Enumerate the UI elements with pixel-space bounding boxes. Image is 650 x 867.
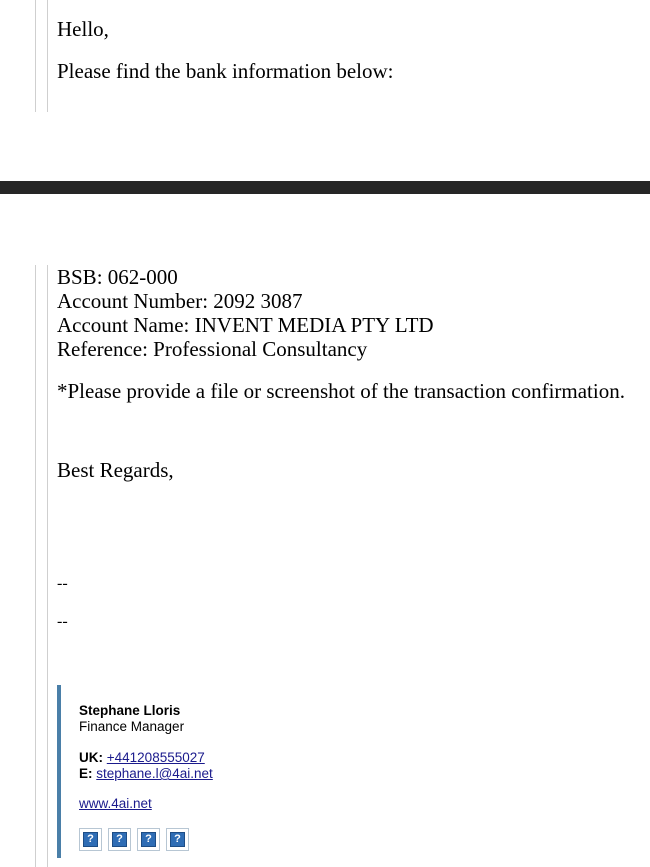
social-icons-row [79, 828, 189, 851]
signature-name-text: Stephane Lloris [79, 703, 181, 718]
signature-website-row [79, 796, 152, 812]
greeting-text: Hello, [57, 17, 109, 41]
phone-label: UK: [79, 750, 103, 765]
broken-image-icon[interactable] [137, 828, 160, 851]
separator-dash-1: -- [57, 575, 68, 592]
website-link[interactable]: www.4ai.net [79, 796, 152, 811]
quote-rule-outer-bottom [35, 265, 36, 867]
signature-phone-row [79, 750, 205, 766]
reference-line: Reference: Professional Consultancy [57, 337, 368, 361]
quote-rule-inner-bottom [47, 265, 48, 867]
signature-email-row [79, 766, 213, 782]
account-name-line: Account Name: INVENT MEDIA PTY LTD [57, 313, 434, 337]
account-number-line: Account Number: 2092 3087 [57, 289, 303, 313]
question-mark-icon: ? [112, 832, 127, 847]
email-link[interactable]: stephane.l@4ai.net [96, 766, 213, 781]
signature-title: Finance Manager [79, 719, 185, 734]
question-mark-icon: ? [83, 832, 98, 847]
signature-name [79, 703, 180, 719]
intro-text: Please find the bank information below: [57, 59, 394, 83]
bsb-line: BSB: 062-000 [57, 265, 178, 289]
closing-text: Best Regards, [57, 458, 174, 482]
question-mark-icon: ? [141, 832, 156, 847]
separator-dash-2: -- [57, 613, 68, 630]
signature-accent-bar [57, 685, 61, 858]
phone-link[interactable]: +441208555027 [106, 750, 205, 765]
transaction-note: *Please provide a file or screenshot of the transaction confirmation. [57, 379, 625, 403]
broken-image-icon[interactable] [108, 828, 131, 851]
section-divider [0, 181, 650, 194]
broken-image-icon[interactable] [166, 828, 189, 851]
quote-rule-outer-top [35, 0, 36, 112]
quote-rule-inner-top [47, 0, 48, 112]
broken-image-icon[interactable] [79, 828, 102, 851]
question-mark-icon: ? [170, 832, 185, 847]
email-label: E: [79, 766, 93, 781]
